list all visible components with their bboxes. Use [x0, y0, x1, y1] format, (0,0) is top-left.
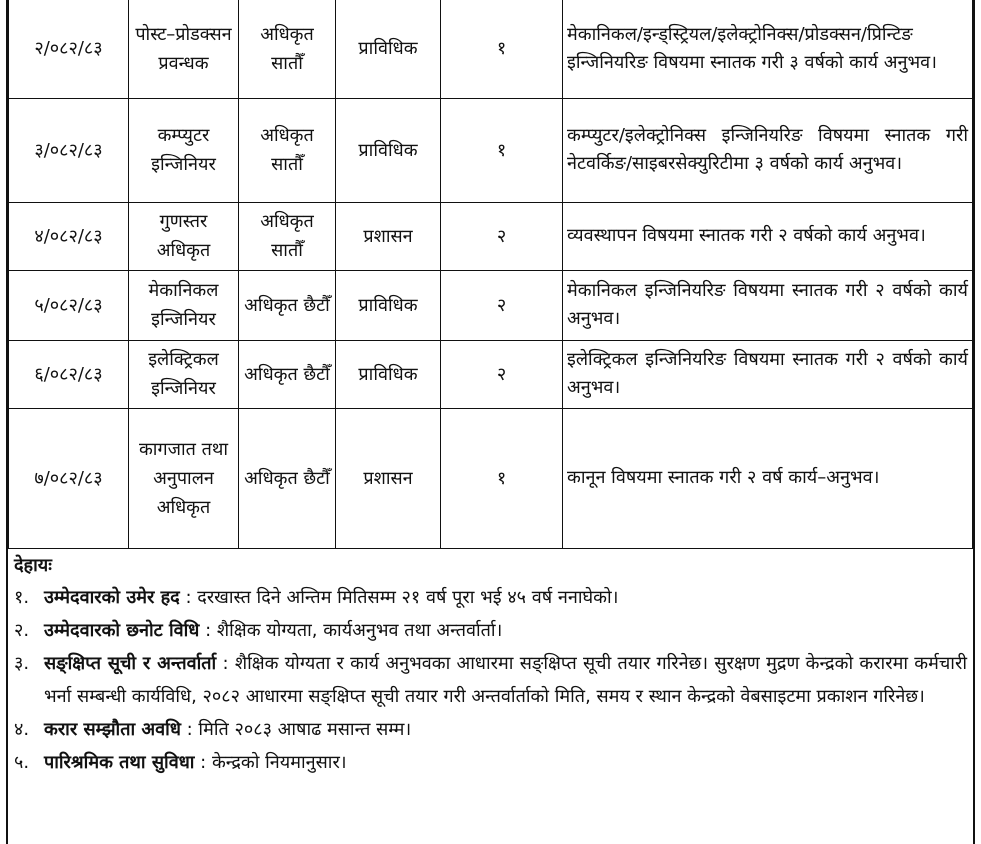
- term-text: : दरखास्त दिने अन्तिम मितिसम्म २१ वर्ष पूरा भई ४५ वर्ष ननाघेको।: [185, 586, 619, 608]
- term-number: १.: [14, 586, 30, 608]
- post-level: अधिकृत सातौँ: [239, 0, 336, 98]
- term-label: पारिश्रमिक तथा सुविधा: [44, 751, 195, 773]
- post-qualification: व्यवस्थापन विषयमा स्नातक गरी २ वर्षको कार्य अनुभव।: [563, 202, 973, 270]
- post-qualification: कानून विषयमा स्नातक गरी २ वर्ष कार्य–अनुभव।: [563, 408, 973, 548]
- term-item: [14, 647, 967, 713]
- term-number: ५.: [14, 751, 30, 773]
- term-text: : मिति २०८३ आषाढ मसान्त सम्म।: [186, 718, 412, 740]
- term-item: [14, 713, 967, 746]
- table-row: [9, 270, 973, 340]
- post-level: अधिकृत छैटौँ: [239, 270, 336, 340]
- post-qualification: मेकानिकल इन्जिनियरिङ विषयमा स्नातक गरी २ वर्षको कार्य अनुभव।: [563, 270, 973, 340]
- table-row: [9, 202, 973, 270]
- post-title: कम्प्युटर इन्जिनियर: [129, 98, 239, 202]
- term-text-block: [44, 614, 967, 647]
- term-text-block: [44, 713, 967, 746]
- post-service: प्रशासन: [336, 408, 441, 548]
- post-level: अधिकृत सातौँ: [239, 98, 336, 202]
- term-number: २.: [14, 619, 30, 641]
- post-qualification: मेकानिकल/इन्ड्स्ट्रियल/इलेक्ट्रोनिक्स/प्रोडक्सन/प्रिन्टिङ इन्जिनियरिङ विषयमा स्नातक गरी ३ वर्षको कार्य अनुभव।: [563, 0, 973, 98]
- terms-section: [8, 551, 973, 779]
- post-service: प्राविधिक: [336, 98, 441, 202]
- term-label: सङ्क्षिप्त सूची र अन्तर्वार्ता: [44, 652, 217, 674]
- post-title: इलेक्ट्रिकल इन्जिनियर: [129, 340, 239, 408]
- post-count: २: [441, 270, 563, 340]
- post-title: पोस्ट–प्रोडक्सन प्रवन्धक: [129, 0, 239, 98]
- vacancy-table: [8, 0, 973, 549]
- term-item: [14, 581, 967, 614]
- post-count: २: [441, 202, 563, 270]
- term-text-block: [44, 581, 967, 614]
- post-service: प्राविधिक: [336, 0, 441, 98]
- document-page: [6, 0, 975, 844]
- post-title: कागजात तथा अनुपालन अधिकृत: [129, 408, 239, 548]
- post-count: १: [441, 98, 563, 202]
- term-label: उम्मेदवारको छनोट विधि: [44, 619, 200, 641]
- post-count: २: [441, 340, 563, 408]
- term-text-block: [44, 647, 967, 713]
- post-code: ७/०८२/८३: [9, 408, 129, 548]
- term-text-block: [44, 746, 967, 779]
- term-label: उम्मेदवारको उमेर हद: [44, 586, 180, 608]
- post-title: मेकानिकल इन्जिनियर: [129, 270, 239, 340]
- post-service: प्रशासन: [336, 202, 441, 270]
- term-number: ४.: [14, 718, 30, 740]
- term-label: करार सम्झौता अवधि: [44, 718, 181, 740]
- post-level: अधिकृत छैटौँ: [239, 408, 336, 548]
- term-text: : शैक्षिक योग्यता, कार्यअनुभव तथा अन्तर्वार्ता।: [205, 619, 503, 641]
- table-row: [9, 0, 973, 98]
- term-item: [14, 614, 967, 647]
- table-row: [9, 408, 973, 548]
- post-count: १: [441, 408, 563, 548]
- terms-heading: देहायः: [14, 554, 52, 576]
- term-text: : शैक्षिक योग्यता र कार्य अनुभवका आधारमा सङ्क्षिप्त सूची तयार गरिनेछ। सुरक्षण मुद्रण केन्द्रको करारमा कर्मचारी भर्ना सम्बन्धी कार्यविधि, २०८२ आधारमा सङ्क्षिप्त सूची तयार गरी अन्तर्वार्ताको मिति, समय र स्थान केन्द्रको वेबसाइटमा प्रकाशन गरिनेछ।: [44, 652, 967, 707]
- table-row: [9, 340, 973, 408]
- post-title: गुणस्तर अधिकृत: [129, 202, 239, 270]
- table-row: [9, 98, 973, 202]
- post-service: प्राविधिक: [336, 270, 441, 340]
- post-code: ५/०८२/८३: [9, 270, 129, 340]
- post-code: ६/०८२/८३: [9, 340, 129, 408]
- post-qualification: इलेक्ट्रिकल इन्जिनियरिङ विषयमा स्नातक गरी २ वर्षको कार्य अनुभव।: [563, 340, 973, 408]
- post-code: ४/०८२/८३: [9, 202, 129, 270]
- post-count: १: [441, 0, 563, 98]
- term-text: : केन्द्रको नियमानुसार।: [200, 751, 347, 773]
- term-number: ३.: [14, 652, 30, 674]
- post-level: अधिकृत छैटौँ: [239, 340, 336, 408]
- post-qualification: कम्प्युटर/इलेक्ट्रोनिक्स इन्जिनियरिङ विषयमा स्नातक गरी नेटवर्किङ/साइबरसेक्युरिटीमा ३ वर्षको कार्य अनुभव।: [563, 98, 973, 202]
- term-item: [14, 746, 967, 779]
- post-code: ३/०८२/८३: [9, 98, 129, 202]
- post-service: प्राविधिक: [336, 340, 441, 408]
- post-code: २/०८२/८३: [9, 0, 129, 98]
- post-level: अधिकृत सातौँ: [239, 202, 336, 270]
